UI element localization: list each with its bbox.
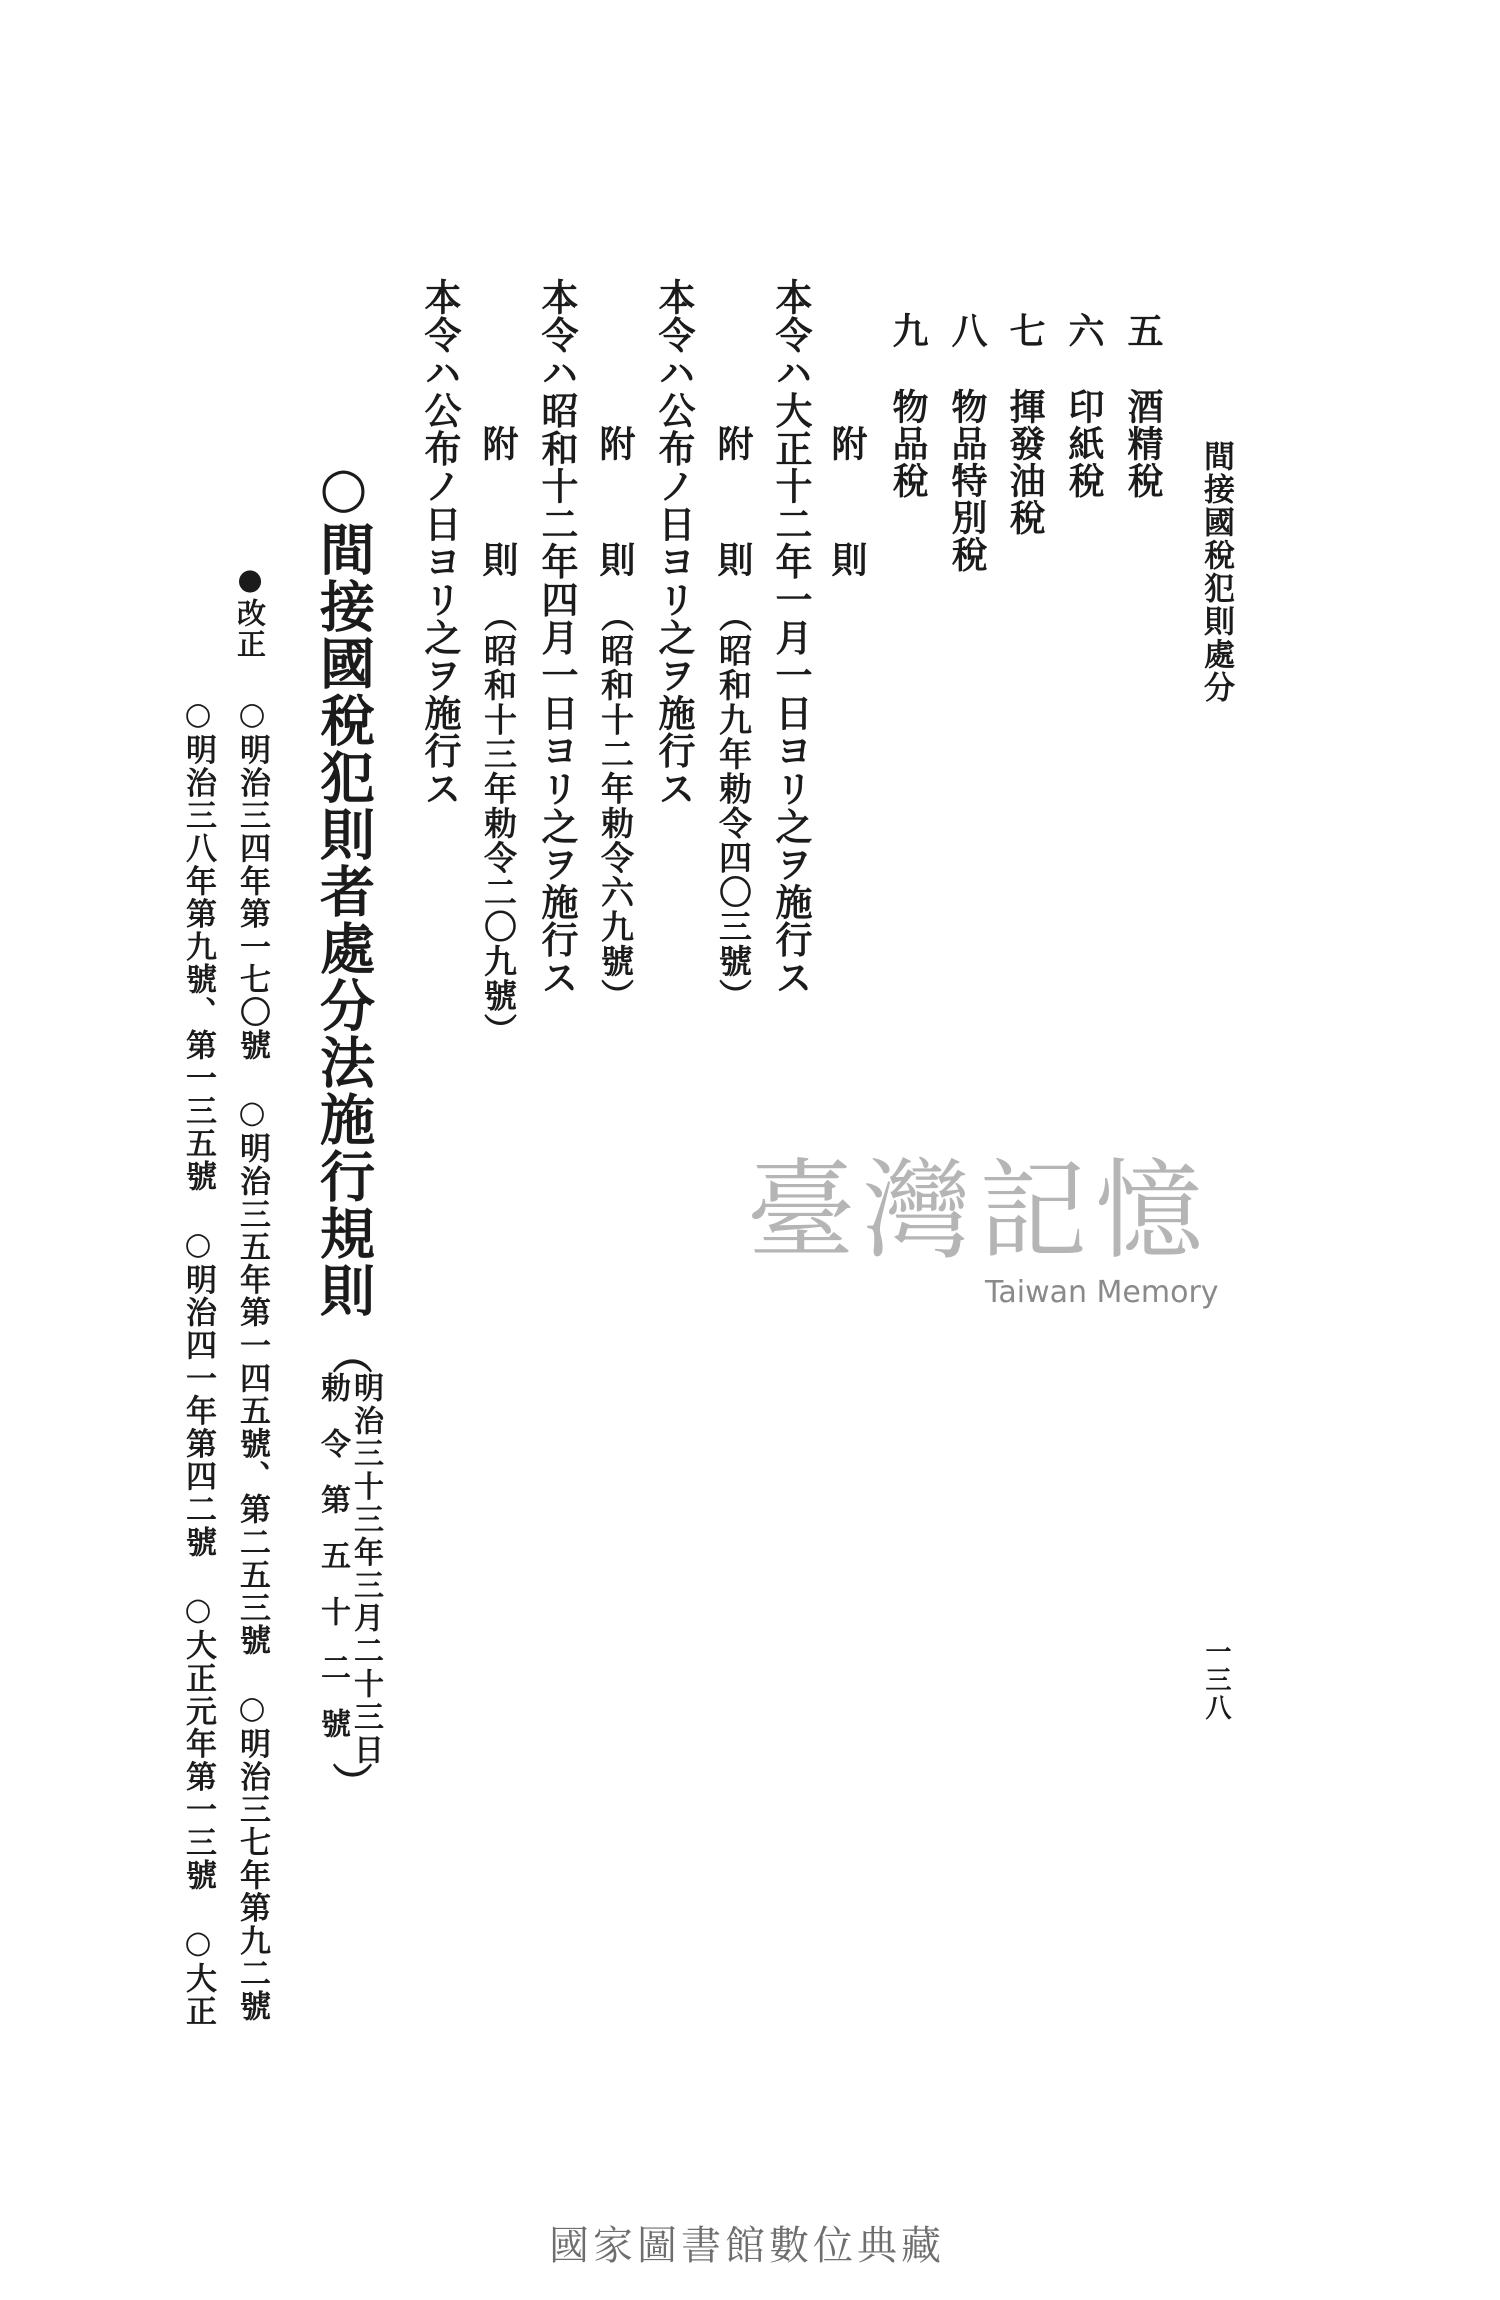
enforcement-clause: 本令ハ公布ノ日ヨリ之ヲ施行ス [418, 278, 462, 808]
supplementary-provision-heading [826, 425, 868, 599]
heading-note: （昭和九年勅令四〇三號） [714, 599, 753, 1013]
heading-text: 附 則 [477, 425, 519, 599]
date-note-date: 明治三十三年三月二十三日 [348, 1372, 383, 1767]
date-note-ordinance: 勅令第五十二號 [315, 1372, 350, 1764]
supplementary-provision-heading [477, 425, 519, 1048]
supplementary-provision-heading [594, 425, 636, 1013]
amendment-list-line: ○明治三八年第九號、第一三五號 ○明治四一年第四二號 ○大正元年第一三號 ○大正 [180, 696, 216, 2028]
tax-item-number: 八 [946, 312, 988, 349]
tax-item [887, 312, 929, 499]
page-number: 一三八 [1201, 1638, 1231, 1722]
watermark-english: Taiwan Memory [985, 1275, 1219, 1310]
date-note-open-paren: （ [326, 1334, 373, 1374]
enforcement-clause: 本令ハ昭和十二年四月一日ヨリ之ヲ施行ス [535, 278, 579, 997]
tax-item-label: 揮發油稅 [1004, 388, 1046, 536]
tax-item [1122, 312, 1164, 499]
tax-item [946, 312, 988, 573]
heading-text: 附 則 [594, 425, 636, 599]
heading-text: 附 則 [826, 425, 868, 599]
tax-item [1063, 312, 1105, 499]
amendment-list-line: ○明治三四年第一七〇號 ○明治三五年第一四五號、第二五三號 ○明治三七年第九二號 [234, 696, 270, 2023]
enforcement-clause: 本令ハ大正十二年一月一日ヨリ之ヲ施行ス [769, 278, 813, 997]
tax-item-label: 酒精稅 [1122, 388, 1164, 499]
tax-item-label: 物品特別稅 [946, 388, 988, 573]
tax-item-number: 五 [1122, 312, 1164, 349]
collection-footer: 國家圖書館數位典藏 [549, 2223, 945, 2269]
tax-item-number: 七 [1004, 312, 1046, 349]
tax-item-number: 六 [1063, 312, 1105, 349]
heading-note: （昭和十二年勅令六九號） [596, 599, 635, 1013]
watermark-chinese: 臺灣記憶 [747, 1149, 1212, 1274]
supplementary-provision-heading [712, 425, 754, 1013]
tax-item [1004, 312, 1046, 536]
tax-item-label: 物品稅 [887, 388, 929, 499]
heading-text: 附 則 [712, 425, 754, 599]
amendment-label: ●改正 [233, 562, 267, 660]
heading-note: （昭和十三年勅令二〇九號） [479, 599, 518, 1048]
tax-item-number: 九 [887, 312, 929, 349]
tax-item-label: 印紙稅 [1063, 388, 1105, 499]
regulation-title: ○間接國稅犯則者處分法施行規則 [311, 454, 376, 1319]
running-head: 間接國稅犯則處分 [1198, 440, 1234, 704]
date-note-close-paren: ） [326, 1762, 373, 1802]
enforcement-clause: 本令ハ公布ノ日ヨリ之ヲ施行ス [652, 278, 696, 808]
